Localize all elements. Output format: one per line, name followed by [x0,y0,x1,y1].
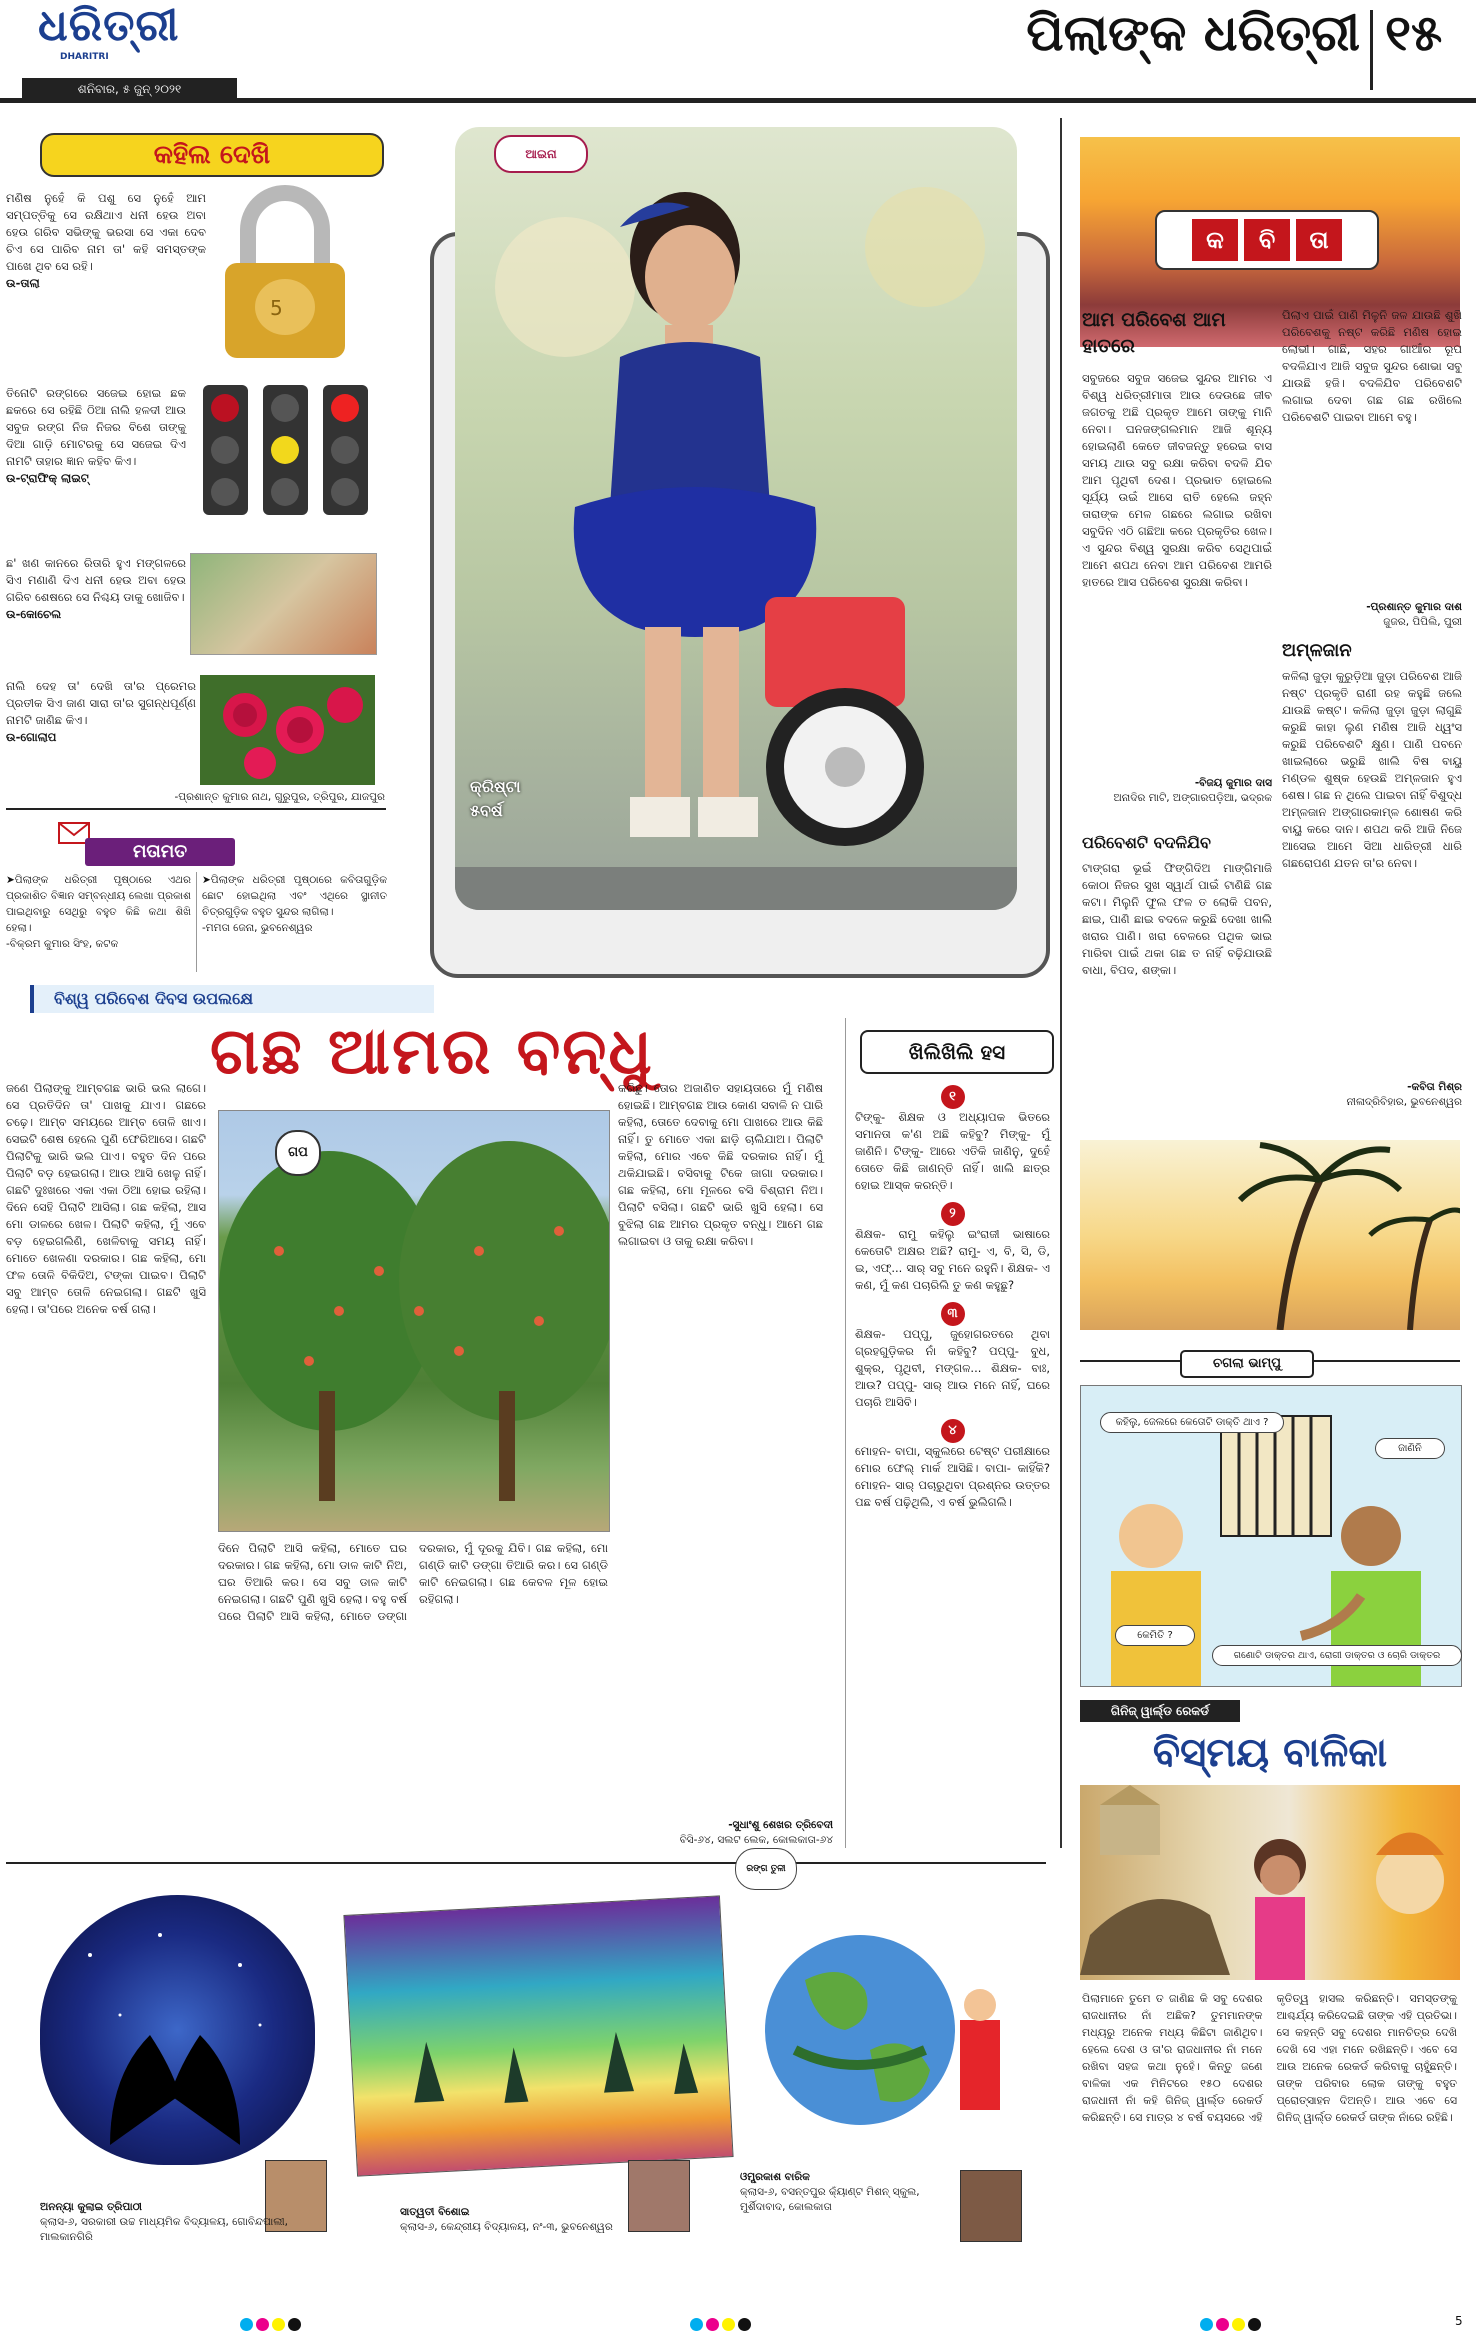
riddles-author: -ପ୍ରଶାନ୍ତ କୁମାର ନାଥ, ଗୁରୁପୁର, ତ୍ରିପୁର, ଯାଜପୁର [174,791,385,803]
rose-photo [200,675,375,785]
drawing-aurora [343,1895,733,2176]
poem-banner-letter: ବି [1244,219,1290,261]
poem-text: ସବୁଜରେ ସବୁଜ ସଜେଇ ସୁନ୍ଦର ଆମର ଏ ବିଶ୍ୱ ଧରିତ୍ରୀମାତା ଆଉ ଦେଉଛେ ଜୀବ ଜଗତକୁ ଅଛି ପ୍ରକୃତ ଆମେ ତାଙ୍କୁ ମାନି ନେବା। ଘନଜଙ୍ଗଲମାନ ଆଜି ଶୂନ୍ୟ ହୋଇଲାଣି କେତେ ଜୀବଜନ୍ତୁ ହରେଇ ବାସ ସମୟ ଥାଉ ସବୁ ରକ୍ଷା କରିବା ବଦଳି ଯିବ ଆମ ପୃଥିବୀ ଦେଶ। ପ୍ରଭାତ ହୋଇଲେ ସୂର୍ଯ୍ୟ ଉଇଁ ଆସେ ରାତି ହେଲେ ଜହ୍ନ ତାରାଙ୍କ ମେଳ ଗଛରେ ଲଗାଇ ରଖିବା ସବୁଦିନ ଏଠି ଗଛିଆ କରେ ପ୍ରକୃତିର ଖେଳ। ଏ ସୁନ୍ଦର ବିଶ୍ୱ ସୁରକ୍ଷା କରିବ ସେଥିପାଇଁ ଆମେ ଶପଥ ନେବା ଆମ ପରିବେଶ ଆମରି ହାତରେ ଆସ ପରିବେଶ ସୁରକ୍ଷା କରିବା। [1082,371,1272,589]
story-photo-tag: ଗପ [275,1130,321,1176]
joke-number: ୨ [941,1202,965,1226]
record-label: ଗିନିଜ୍ ୱାର୍ଲ୍ଡ ରେକର୍ଡ [1080,1700,1240,1722]
story-col1 [6,1080,206,1318]
riddle-item [6,678,196,746]
joke-text: ଶିକ୍ଷକ- ରାମୁ କହିଲୁ ଇଂରାଜୀ ଭାଷାରେ କେତୋଟି ଅକ୍ଷର ଅଛି? ରାମୁ- ଏ, ବି, ସି, ଡି, ଇ, ଏଫ୍... ସାର୍ ସବୁ ମନେ ରହୁନି। ଶିକ୍ଷକ- ଏ କଣ, ମୁଁ କଣ ପଚାରିଲି ତୁ କଣ କହୁଛୁ? [855,1227,1050,1292]
joke-number: ୩ [941,1302,965,1326]
registration-marks [1200,2316,1264,2335]
artist-photo [960,2170,1022,2242]
artist-name: ଓମ୍ପ୍ରକାଶ ବାରିକ [740,2171,810,2183]
drawing-earth [750,1910,1030,2160]
padlock-image [210,185,360,365]
riddle-answer: ଉ-ତାଲା [6,276,40,290]
artist-detail: କ୍ଲାସ-୬, କେନ୍ଦ୍ରୀୟ ବିଦ୍ୟାଳୟ, ନଂ-୩, ଭୁବନେଶ୍ୱର [400,2221,613,2233]
speech-bubble: ଜାଣିନି [1375,1438,1445,1459]
joke-item [855,1202,1050,1294]
jokes-banner: ଖିଲିଖିଲି ହସ [860,1030,1054,1074]
footer-page-number: 5 [1455,2314,1463,2328]
poem-banner-letter: କ [1192,219,1238,261]
drawing-night-sky [40,1895,315,2165]
poem-title: ପରିବେଶଟି ବଦଳିଯିବ [1082,833,1211,852]
riddle-answer: ଉ-ଟ୍ରାଫିକ୍ ଲାଇଟ୍ [6,471,89,485]
poem-text: ପିଲାଏ ପାଇଁ ପାଣି ମିଳୁନି ଜଳ ଯାଉଛି ଶୁଖି ପରିବେଶକୁ ନଷ୍ଟ କରିଛି ମଣିଷ ହୋଇ ଲୋଭୀ। ଗାଛି, ସହର ଗାଆଁର ରୂପ ବଦଳିଯାଏ ଆଜି ସବୁଜ ସୁନ୍ଦର ଶୋଭା ସବୁ ଯାଉଛି ହଜି। ବଦଳିଯିବ ପରିବେଶଟି ଲଗାଇ ଦେବା ଗଛ ଗଛ ରଖିଲେ ପରିବେଶଟି ପାଇବା ଆମେ ବହୁ। [1282,308,1462,424]
riddle-item [6,385,186,487]
footer-registration [0,2312,1476,2334]
masthead-rule [0,98,1476,103]
poem-author-name: -ବିଜୟ କୁମାର ଦାସ [1194,777,1272,789]
event-strip [30,985,434,1013]
poem-text: କଳିଲା ଜୁଡ଼ା କୁରୁଡ଼ିଆ ଜୁଡ଼ା ପରିବେଶ ଆଜି ନଷ୍ଟ ପ୍ରକୃତି ରାଣୀ ରହ କହୁଛି ଜଲେ ଯାଉଛି କଷ୍ଟ। କଳିଲା ଜୁଡ଼ା ଜୁଡ଼ା ଲାଗୁଛି କରୁଛି କାହା ଲୁଣ ମଣିଷ ଆଜି ଧ୍ୱଂସ କରୁଛି ପରିବେଶଟି କ୍ଷୁଣ। ପାଣି ପବନେ ଖାଇଲାରେ ଭରୁଛି ଖାଲି ବିଷ ବାୟୁ ମଣ୍ଡଳ ଶୁଷ୍କ ହେଉଛି ଅମ୍ଳଜାନ ହୁଏ ଶେଷ। ଗଛ ନ ଥିଲେ ପାଇବା ନାହିଁ ବିଶୁଦ୍ଧ ଅମ୍ଳଜାନ ଅଙ୍ଗାରକାମ୍ଳ ଶୋଷଣ କରି ବାୟୁ କରେ ଦାନ। ଶପଥ କରି ଆଜି ନିଜେ ଆସେଇ ଆମେ ସିଆ ଧାରିତ୍ରୀ ଧାରି ଗଛରୋପଣ ଯତନ ତା'ର ନେବା। [1282,669,1462,870]
riddles-banner: କହିଲ ଦେଖି [40,133,384,177]
riddle-text: ତିନୋଟି ରଙ୍ଗରେ ସଜେଇ ହୋଇ ଛକ ଛକରେ ସେ ରହିଛି ଠିଆ ନାଲି ହଳଦୀ ଆଉ ସବୁଜ ରଙ୍ଗ ନିଜ ନିଜର ବିଶେ ତାଙ୍କୁ ଦିଆ ଗାଡ଼ି ମୋଟରକୁ ସେ ସଜେଇ ଦିଏ ନାମଟି ତାହାର ଜ୍ଞାନ କହିବ କିଏ। [6,386,186,468]
speech-bubble: କେମିତି ? [1115,1625,1195,1646]
conch-blowing-photo [190,553,377,655]
record-title: ବିସ୍ମୟ ବାଳିକା [1152,1730,1388,1776]
riddle-item [6,555,186,623]
jokes-divider [845,1018,846,1848]
event-strip-label: ବିଶ୍ୱ ପରିବେଶ ଦିବସ ଉପଲକ୍ଷେ [54,989,254,1008]
drawings-label-text: ରଙ୍ଗ ତୁଳୀ [746,1864,786,1874]
poem-banner [1155,210,1379,270]
joke-item [855,1419,1050,1511]
masthead-divider [1370,10,1373,90]
mango-tree-photo [218,1110,610,1532]
opinion-rule [6,808,386,810]
opinion-col-divider [196,872,197,972]
opinion-banner: ମତାମତ [85,838,235,866]
child-age: ୫ବର୍ଷ [470,801,503,820]
artist-credit [40,2200,290,2245]
poem-author-place: ଜୁଜର, ପିପିଲି, ପୁରୀ [1383,616,1462,628]
opinion-author: -ମମତା ଜେନା, ଭୁବନେଶ୍ୱର [202,922,313,934]
story-col2 [218,1540,608,1625]
poem-author [1282,600,1462,630]
newspaper-logo: ଧରିତ୍ରୀ [38,0,180,51]
artist-detail: କ୍ଲାସ-୬, ବସନ୍ତପୁର କ୍ୟାଁଣ୍ଟ ମିଶନ୍ ସ୍କୁଲ, ମୁର୍ଶିଦାବାଦ, କୋଲକାତା [740,2186,920,2213]
joke-item [855,1085,1050,1194]
opinion-author: -ବିକ୍ରମ କୁମାର ସିଂହ, କଟକ [6,938,119,950]
photo-tag-label: ଆଇନା [525,147,557,161]
traffic-light-image [195,380,375,520]
record-text: ପିଲାମାନେ ତୁମେ ତ ଜାଣିଛ କି ସବୁ ଦେଶର ରାଜଧାନୀର ନାଁ ଅଛିକ? ତୁମମାନଙ୍କ ମଧ୍ୟରୁ ଅନେକ ମଧ୍ୟ କିଛିଟା ଜାଣିଥିବ। ହେଲେ ଦେଶ ଓ ତା'ର ରାଜଧାନୀର ନାଁ ମନେ ରଖିବା ସହଜ କଥା ନୁହେଁ। କିନ୍ତୁ ଜଣେ ବାଳିକା ଏକ ମିନିଟରେ ୧୫୦ ଦେଶର ରାଜଧାନୀ ନାଁ କହି ଗିନିଜ୍ ୱାର୍ଲ୍ଡ ରେକର୍ଡ କରିଛନ୍ତି। ସେ ମାତ୍ର ୪ ବର୍ଷ ବୟସରେ ଏହି କୃତିତ୍ୱ ହାସଲ କରିଛନ୍ତି। ସମସ୍ତଙ୍କୁ ଆଶ୍ଚର୍ଯ୍ୟ କରିଦେଇଛି ତାଙ୍କ ଏହି ପ୍ରତିଭା। ସେ କହନ୍ତି ସବୁ ଦେଶର ମାନଚିତ୍ର ଦେଖି ଦେଖି ସେ ଏହା ମନେ ରଖିଛନ୍ତି। ଏବେ ସେ ଆଉ ଅନେକ ରେକର୍ଡ କରିବାକୁ ଚାହୁଁଛନ୍ତି। ତାଙ୍କ ପରିବାର ଲୋକ ତାଙ୍କୁ ବହୁତ ପ୍ରୋତ୍ସାହନ ଦିଅନ୍ତି। ଆଉ ଏବେ ସେ ଗିନିଜ୍ ୱାର୍ଲ୍ଡ ରେକର୍ଡ ତାଙ୍କ ନାଁରେ ରହିଛି। [1082,1992,1457,2124]
artist-credit [740,2170,955,2215]
poem-author-name: -ପ୍ରଶାନ୍ତ କୁମାର ଦାଶ [1366,601,1462,613]
drawings-rule [6,1862,1046,1864]
riddle-item [6,190,206,292]
opinion-text: ➤ପିଲାଙ୍କ ଧରିତ୍ରୀ ପୃଷ୍ଠାରେ କବିତାଗୁଡ଼ିକ ଛୋଟ ହୋଇଥିଲା ଏବଂ ଏଥିରେ ସ୍ଥାନୀତ ଚିତ୍ରଗୁଡ଼ିକ ବହୁତ ସୁନ୍ଦର ଲାଗିଲା। [202,874,387,918]
poem-title: ଅମ୍ଳଜାନ [1282,640,1352,661]
opinion-left [6,872,191,952]
artist-name: ଅନନ୍ୟା କୁଲାଇ ତ୍ରିପାଠୀ [40,2201,142,2213]
joke-text: ଟିଙ୍କୁ- ଶିକ୍ଷକ ଓ ଅଧ୍ୟାପକ ଭିତରେ ସମାନତା କ'ଣ ଅଛି କହିବୁ? ମିଙ୍କୁ- ମୁଁ ଜାଣିନି। ଟିଙ୍କୁ- ଆରେ ଏତିକି ଜାଣିନୁ, ଦୁହେଁ ତୋତେ କିଛି ଜାଣନ୍ତି ନାହିଁ। ଖାଲି ଛାତ୍ର ହୋଇ ଆସ୍କ କରନ୍ତି। [855,1110,1050,1192]
masthead [0,0,1476,104]
photo-tag [494,135,588,173]
artist-credit [400,2205,630,2235]
joke-text: ଶିକ୍ଷକ- ପପ୍ପୁ, ଜୁହୋଗରତରେ ଥିବା ଗ୍ରହଗୁଡ଼ିକର ନାଁ କହିବୁ? ପପ୍ପୁ- ବୁଧ, ଶୁକ୍ର, ପୃଥିବୀ, ମଙ୍ଗଳ... ଶିକ୍ଷକ- ବାଃ, ଆଉ? ପପ୍ପୁ- ସାର୍ ଆଉ ମନେ ନାହିଁ, ଘରେ ପଚାରି ଆସିବି। [855,1327,1050,1409]
poem-banner-letter: ତା [1296,219,1342,261]
artist-photo [628,2160,690,2232]
speech-bubble: ଗଣୋଟି ଡାକ୍ତର ଥାଏ, ରୋଗୀ ଡାକ୍ତର ଓ ଚୋରି ଡାକ୍ତର [1212,1645,1462,1666]
poem-author [1282,1080,1462,1110]
cartoon-title: ଚଗଲା ଭାମ୍ପୁ [1180,1350,1314,1378]
beach-image [1080,1140,1460,1330]
riddle-text: ମଣିଷ ନୁହେଁ କି ପଶୁ ସେ ନୁହେଁ ଆମ ସମ୍ପତ୍ତିକୁ ସେ ରକ୍ଷିଥାଏ ଧନୀ ହେଉ ଅବା ହେଉ ଗରିବ ସଭିଙ୍କୁ ଭରସା ସେ ଏକା ଦେବ ଚିଏ ସେ ପାରିବ ନାମ ତା' କହି ସମସ୍ତଙ୍କ ପାଖେ ଥିବ ସେ ରହି। [6,191,206,273]
riddle-answer: ଉ-କୋଚେଲ [6,607,62,621]
column-divider [1060,118,1062,1848]
issue-date: ଶନିବାର, ୫ ଜୁନ୍ ୨୦୨୧ [22,78,237,100]
poem-author-place: ଅନାଦିର ମାଟି, ଅଙ୍ଗାରପଡ଼ିଆ, ଭଦ୍ରକ [1113,792,1272,804]
child-name: କ୍ରିଷ୍ଟା [470,777,521,796]
joke-item [855,1302,1050,1411]
story-text: ଦିନେ ପିଲାଟି ଆସି କହିଲା, ମୋତେ ଘର ଦରକାର। ଗଛ କହିଲା, ମୋ ଡାଳ କାଟି ନିଅ, ଘର ତିଆରି କର। ସେ ସବୁ ଡାଳ କାଟି ନେଇଗଲା। ଗଛଟି ପୁଣି ଖୁସି ହେଲା। ବହୁ ବର୍ଷ ପରେ ପିଲାଟି ଆସି କହିଲା, ମୋତେ ଡଙ୍ଗା ଦରକାର, ମୁଁ ଦୂରକୁ ଯିବି। ଗଛ କହିଲା, ମୋ ଗଣ୍ଡି କାଟି ଡଙ୍ଗା ତିଆରି କର। ସେ ଗଣ୍ଡି କାଟି ନେଇଗଲା। ଗଛ କେବଳ ମୂଳ ହୋଇ ରହିଗଲା। [218,1541,608,1623]
poem-text: ଟାଙ୍ଗରା ଭୂଇଁ ଫିଙ୍ଗିଦିଅ ମାଙ୍ଗିମାଜି କୋଠା ନିଜର ସୁଖ ସ୍ୱାର୍ଥ ପାଇଁ ଟାଣିଛି ଗଛ କଟା। ମିଲୁନି ଫୁଲ ଫଳ ତ ଲୋକି ପବନ, ଛାଇ, ପାଣି ଛାଇ ବଦଳେ କରୁଛି ଦେଖା ଖାଲି ଖରାର ପାଣି। ଖରା ବେଳରେ ପଥିକ ଭାଇ ମାରିବା ପାଇଁ ଥକା ଗଛ ତ ନାହିଁ ବଢ଼ିଯାଉଛି ବାଧା, ବିପଦ, ଶଙ୍କା। [1082,861,1272,977]
artist-name: ସାତ୍ୱତୀ ବିଶୋଇ [400,2206,470,2218]
riddle-text: ନାଲି ଦେହ ତା' ଦେଖି ତା'ର ପ୍ରେମର ପ୍ରତୀକ ସିଏ ଜାଣ ସାରା ତା'ର ସୁଗନ୍ଧପୂର୍ଣ୍ଣ ନାମଟି ଜାଣିଛ କିଏ। [6,679,196,727]
opinion-text: ➤ପିଲାଙ୍କ ଧରିତ୍ରୀ ପୃଷ୍ଠାରେ ଏଥର ପ୍ରକାଶିତ ବିଜ୍ଞାନ ସମ୍ବନ୍ଧୀୟ ଲେଖା ପ୍ରକାଶ ପାଇଥିବାରୁ ସେଥିରୁ ବହୁତ କିଛି କଥା ଶିଖି ହେଲା। [6,874,191,934]
story-author-place: ବିସି-୬୪, ସଲଟ ଲେକ, କୋଲକାତା-୬୪ [679,1834,833,1846]
registration-marks [240,2316,304,2335]
story-text: କରିଛୁ। ତୋର ଅଜାଣିତ ସହାୟତାରେ ମୁଁ ମଣିଷ ହୋଇଛି। ଆମ୍ବଗଛ ଆଉ କୋଣ ସବାଳି ନ ପାରି କହିଲା, ତୋତେ ଦେବାକୁ ମୋ ପାଖରେ ଆଉ କିଛି ନାହିଁ। ତୁ ମୋତେ ଏକା ଛାଡ଼ି ଚାଲିଯାଅ। ପିଲାଟି କହିଲା, ମୋର ଏବେ କିଛି ଦରକାର ନାହିଁ। ମୁଁ ଥକିଯାଇଛି। ବସିବାକୁ ଟିକେ ଜାଗା ଦରକାର। ଗଛ କହିଲା, ମୋ ମୂଳରେ ବସି ବିଶ୍ରାମ ନିଅ। ପିଲାଟି ବସିଲା। ଗଛଟି ଭାରି ଖୁସି ହେଲା। ସେ ବୁଝିଲା ଗଛ ଆମର ପ୍ରକୃତ ବନ୍ଧୁ। ଆମେ ଗଛ ଲଗାଇବା ଓ ତାକୁ ରକ୍ଷା କରିବା। [618,1081,823,1248]
story-title: ଗଛ ଆମର ବନ୍ଧୁ [210,1015,654,1089]
jokes-list [855,1085,1050,1519]
drawings-label [735,1848,797,1890]
riddle-answer: ଉ-ଗୋଲାପ [6,730,57,744]
story-text: ଜଣେ ପିଲାଙ୍କୁ ଆମ୍ବଗଛ ଭାରି ଭଲ ଲାଗେ। ସେ ପ୍ରତିଦିନ ତା' ପାଖକୁ ଯାଏ। ଗଛରେ ଚଢ଼େ। ଆମ୍ବ ସମୟରେ ଆମ୍ବ ତୋଳି ଖାଏ। ସେଇଟି ଶେଷ ହେଲେ ପୁଣି ଫେରିଆସେ। ଗଛଟି ପିଲାଟିକୁ ଭାରି ଭଲ ପାଏ। ବହୁତ ଦିନ ପରେ ପିଲାଟି ବଡ଼ ହେଇଗଲା। ଆଉ ଆସି ଖେଳୁ ନାହିଁ। ଗଛଟି ଦୁଃଖରେ ଏକା ଏକା ଠିଆ ହୋଇ ରହିଲା। ଦିନେ ସେହି ପିଲାଟି ଆସିଲା। ଗଛ କହିଲା, ଆସ ମୋ ଡାଳରେ ଖେଳ। ପିଲାଟି କହିଲା, ମୁଁ ଏବେ ବଡ଼ ହେଇଗଲିଣି, ଖେଳିବାକୁ ସମୟ ନାହିଁ। ମୋତେ ଖେଳଣା ଦରକାର। ଗଛ କହିଲା, ମୋ ଫଳ ତୋଳି ବିକିଦିଅ, ଟଙ୍କା ପାଇବ। ପିଲାଟି ସବୁ ଆମ୍ବ ତୋଳି ନେଇଗଲା। ଗଛଟି ଖୁସି ହେଲା। ତା'ପରେ ଅନେକ ବର୍ଷ ଗଲା। [6,1081,206,1316]
joke-number: ୧ [941,1085,965,1109]
svg-text:5: 5 [270,296,283,320]
artist-detail: କ୍ଲାସ-୬, ସରକାରୀ ଉଚ୍ଚ ମାଧ୍ୟମିକ ବିଦ୍ୟାଳୟ, ଗୋବିନ୍ଦପାଲୀ, ମାଲକାନଗିରି [40,2216,288,2243]
newspaper-logo-sub: DHARITRI [60,52,109,62]
opinion-right [202,872,387,936]
joke-number: ୪ [941,1419,965,1443]
page-number: ୧୫ [1385,4,1443,62]
registration-marks [690,2316,754,2335]
story-col3 [618,1080,823,1250]
photo-caption [470,775,521,823]
record-photo [1080,1785,1460,1980]
story-author [618,1818,833,1848]
riddle-text: ଛ' ଖଣ କାନରେ ରିତାରି ହୁଏ ମଙ୍ଗଳରେ ସିଏ ମଣାଣି ଦିଏ ଧନୀ ହେଉ ଅବା ହେଉ ଗରିବ ଶେଷରେ ସେ ନିଶ୍ଚୟ ଡାକୁ ଖୋଜିବ। [6,556,186,604]
story-author-name: -ସୁଧାଂଶୁ ଶେଖର ତ୍ରିବେଦୀ [728,1819,833,1831]
section-title: ପିଲାଙ୍କ ଧରିତ୍ରୀ [1026,4,1360,62]
poem-author [1082,776,1272,806]
joke-text: ମୋହନ- ବାପା, ସ୍କୁଲରେ ଟେଷ୍ଟ ପରୀକ୍ଷାରେ ମୋର ଫେଲ୍ ମାର୍କ ଆସିଛି। ବାପା- କାହିଁକି? ମୋହନ- ସାର୍ ପଚାରୁଥିବା ପ୍ରଶ୍ନର ଉତ୍ତର ପଛ ବର୍ଷ ପଢ଼ିଥିଲି, ଏ ବର୍ଷ ଭୁଲିଗଲି। [855,1444,1050,1509]
speech-bubble: କହିଲୁ, ଜେଲରେ କେତୋଟି ଡାକ୍ତି ଥାଏ ? [1100,1412,1284,1433]
poem-title: ଆମ ପରିବେଶ ଆମ ହାତରେ [1082,309,1226,357]
poem-author-place: ନୀଳାଦ୍ରିବିହାର, ଭୁବନେଶ୍ୱର [1346,1096,1462,1108]
poem-author-name: -କବିତା ମିଶ୍ର [1407,1081,1462,1093]
child-photo [455,127,1017,910]
